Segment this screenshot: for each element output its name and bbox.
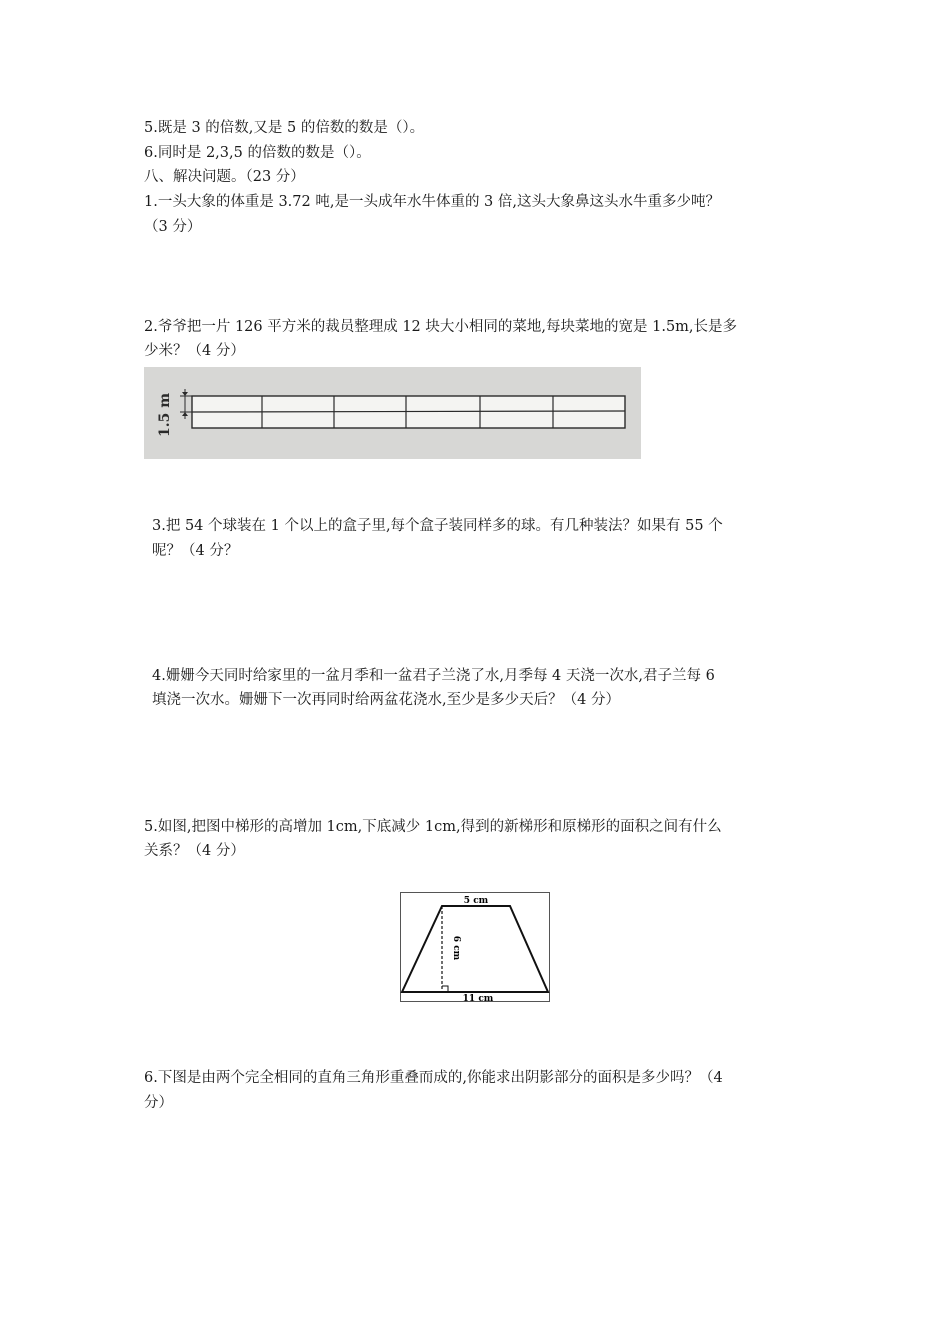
- problem-3-line-2: 呢？（4 分？: [152, 543, 239, 559]
- fill-blank-q6: 6.同时是 2,3,5 的倍数的数是（）。: [144, 145, 371, 161]
- plot-width-label: 1.5 m: [157, 392, 173, 438]
- problem-4-line-1: 4.姗姗今天同时给家里的一盆月季和一盆君子兰浇了水,月季每 4 天浇一次水,君子兰每 6: [152, 668, 715, 684]
- section-heading: 八、解决问题。（23 分）: [144, 169, 305, 185]
- problem-2-line-1: 2.爷爷把一片 126 平方米的裁员整理成 12 块大小相同的菜地,每块菜地的宽是 1.5m,长是多: [144, 319, 738, 335]
- problem-1-line-2: （3 分）: [144, 219, 202, 235]
- problem-5-line-2: 关系？（4 分）: [144, 843, 245, 859]
- problem-2-line-2: 少米？（4 分）: [144, 343, 245, 359]
- problem-6-line-1: 6.下图是由两个完全相同的直角三角形重叠而成的,你能求出阴影部分的面积是多少吗？（4: [144, 1070, 723, 1086]
- problem-4-line-2: 填浇一次水。姗姗下一次再同时给两盆花浇水,至少是多少天后？（4 分）: [152, 692, 620, 708]
- problem-6-line-2: 分）: [144, 1095, 173, 1111]
- problem-5-line-1: 5.如图,把图中梯形的高增加 1cm,下底减少 1cm,得到的新梯形和原梯形的面积之间有什么: [144, 819, 722, 835]
- problem-1-line-1: 1.一头大象的体重是 3.72 吨,是一头成年水牛体重的 3 倍,这头大象鼻这头水牛重多少吨？: [144, 194, 720, 210]
- height-label: 6 cm: [451, 935, 461, 961]
- vegetable-plot-figure: [144, 367, 641, 459]
- top-base-label: 5 cm: [463, 896, 489, 906]
- bottom-base-label: 11 cm: [462, 994, 494, 1002]
- fill-blank-q5: 5.既是 3 的倍数,又是 5 的倍数的数是（）。: [144, 120, 425, 136]
- problem-3-line-1: 3.把 54 个球装在 1 个以上的盒子里,每个盒子装同样多的球。有几种装法？如果有 55 个: [152, 518, 723, 534]
- trapezoid-figure: [400, 892, 550, 1002]
